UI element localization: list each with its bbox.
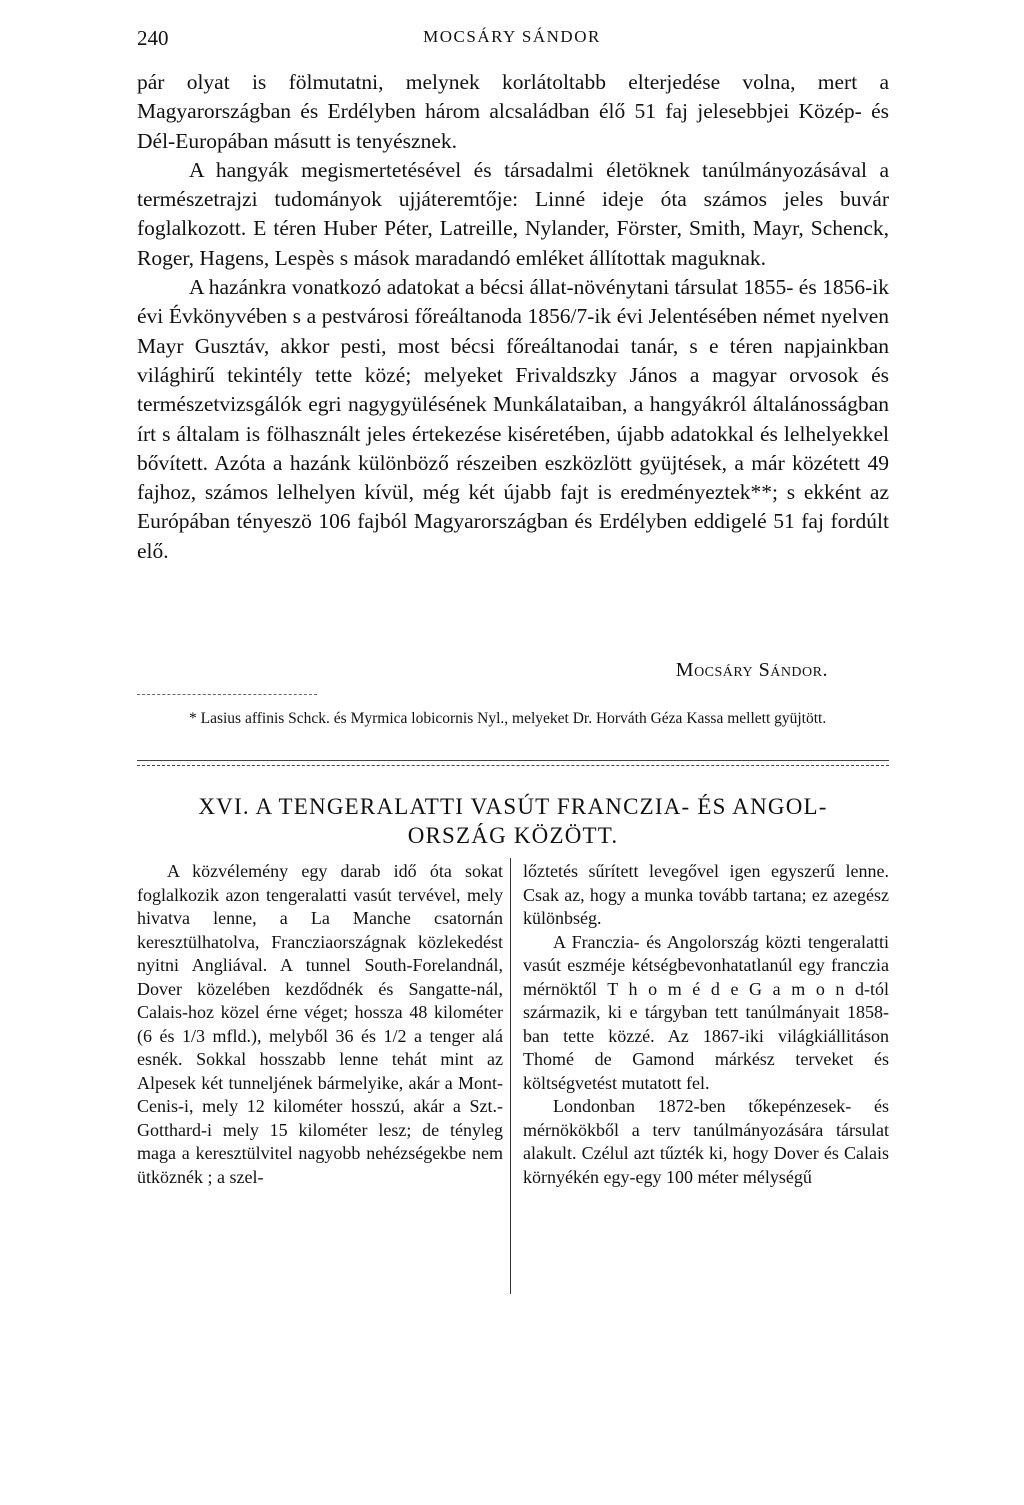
footnote-divider bbox=[137, 694, 317, 695]
column-paragraph: A Franczia- és Angolország közti tengeralatti vasút eszméje kétségbevonhatatlanúl egy franczia mérnöktől T h o m é d e G a m o n d-tól származik, ki e tárgyban tett tanúlmányait 1858-ban tette közzé. Az 1867-iki világkiállitáson Thomé de Gamond márkész terveket és költségvetést mutatott fel. bbox=[523, 931, 889, 1093]
left-column bbox=[137, 860, 503, 1189]
signature: Mocsáry Sándor. bbox=[675, 659, 828, 681]
right-column bbox=[523, 860, 889, 1189]
section-title bbox=[137, 792, 889, 850]
paragraph: pár olyat is fölmutatni, melynek korlátoltabb elterjedése volna, mert a Magyarországban és Erdélyben három alcsaládban élő 51 faj jelesebbjei Közép- és Dél-Europában másutt is tenyésznek. bbox=[137, 70, 889, 153]
section-divider bbox=[137, 760, 889, 761]
footnote: * Lasius affinis Schck. és Myrmica lobicornis Nyl., melyeket Dr. Horváth Géza Kassa mellett gyüjtött. bbox=[189, 710, 827, 727]
section-divider bbox=[137, 765, 889, 766]
paragraph: A hazánkra vonatkozó adatokat a bécsi állat-növénytani társulat 1855- és 1856-ik évi Évkönyvében s a pestvárosi főreáltanoda 1856/7-ik évi Jelentésében német nyelven Mayr Gusztáv, akkor pesti, most bécsi főreáltanodai tanár, s e téren napjainkban világhirű tekintély tette közé; melyeket Frivaldszky János a magyar orvosok és természetvizsgálók egri nagygyülésének Munkálataiban, a hangyákról általánosságban írt s általam is fölhasznált jeles értekezése kiséretében, újabb adatokkal és lelhelyekkel bővített. Azóta a hazánk különböző részeiben eszközlött gyüjtések, a már közétett 49 fajhoz, számos lelhelyen kívül, még két újabb fajt is eredményeztek**; s ekként az Európában tényeszö 106 fajból Magyarországban és Erdélyben eddigelé 51 faj fordúlt elő. bbox=[137, 275, 889, 563]
column-paragraph: A közvélemény egy darab idő óta sokat foglalkozik azon tengeralatti vasút tervével, mely hivatva lenne, a La Manche csatornán keresztülhatolva, Francziaországnak közlekedést nyitni Angliával. A tunnel South-Forelandnál, Dover közelében kezdődnék és Sangatte-nál, Calais-hoz közel érne véget; hossza 48 kilométer (6 és 1/3 mfld.), melyből 36 és 1/2 a tenger alá esnék. Sokkal hosszabb lenne tehát mint az Alpesek két tunneljének bármelyike, akár a Mont-Cenis-i, mely 12 kilométer hosszú, akár a Szt.-Gotthard-i mely 15 kilométer lesz; de tényleg maga a keresztülvitel nagyobb nehézségekbe nem ütköznék ; a szel- bbox=[137, 861, 503, 1187]
section-title-line: XVI. A TENGERALATTI VASÚT FRANCZIA- ÉS ANGOL- bbox=[198, 794, 828, 819]
section-title-line: ORSZÁG KÖZÖTT. bbox=[407, 823, 619, 848]
paragraph: A hangyák megismertetésével és társadalmi életöknek tanúlmányozásával a természetrajzi tudományok ujjáteremtője: Linné ideje óta számos jeles buvár foglalkozott. E téren Huber Péter, Latreille, Nylander, Förster, Smith, Mayr, Schenck, Roger, Hagens, Lespès s mások maradandó emléket állítottak maguknak. bbox=[137, 157, 889, 270]
page-number: 240 bbox=[137, 26, 169, 50]
running-head: MOCSÁRY SÁNDOR bbox=[423, 27, 601, 46]
column-paragraph: lőztetés sűrített levegővel igen egyszerű lenne. Csak az, hogy a munka tovább tartana; ez azegész különbség. bbox=[523, 861, 889, 928]
main-text bbox=[137, 68, 889, 566]
column-paragraph: Londonban 1872-ben tőkepénzesek- és mérnökökből a terv tanúlmányozására társulat alakult. Czélul azt tűzték ki, hogy Dover és Calais környékén egy-egy 100 méter mélységű bbox=[523, 1096, 889, 1187]
column-divider bbox=[510, 858, 511, 1294]
